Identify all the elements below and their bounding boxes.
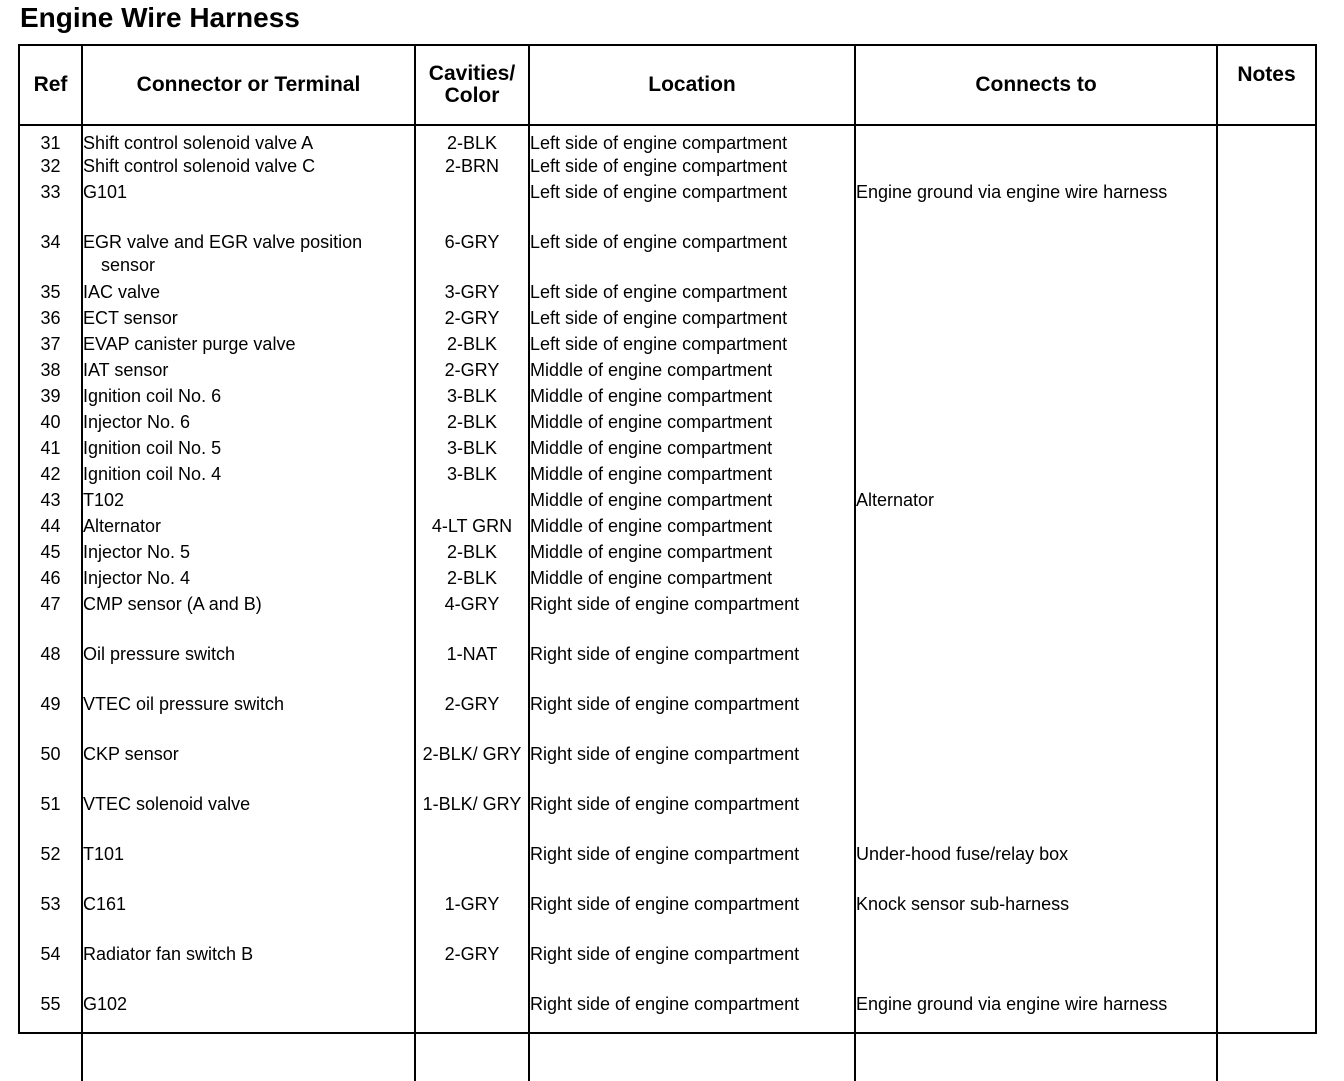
cell-location: Right side of engine compartment	[529, 693, 855, 743]
cell-connector: T102	[82, 489, 415, 515]
page-title: Engine Wire Harness	[20, 2, 300, 33]
cell-location: Right side of engine compartment	[529, 843, 855, 893]
cell-notes	[1217, 943, 1315, 993]
col-header-connector: Connector or Terminal	[82, 46, 415, 125]
cell-connector: VTEC solenoid valve	[82, 793, 415, 843]
table-row	[20, 943, 1315, 993]
cell-cavities: 3-BLK	[415, 437, 529, 463]
cell-notes	[1217, 411, 1315, 437]
cell-connector: C161	[82, 893, 415, 943]
cell-ref: 33	[40, 182, 61, 202]
table-row	[20, 231, 1315, 281]
cell-cavities: 4-GRY	[415, 593, 529, 643]
cell-ref: 47	[40, 594, 61, 614]
cell-location: Left side of engine compartment	[529, 155, 855, 181]
table-row	[20, 181, 1315, 231]
col-header-connects-to: Connects to	[855, 46, 1217, 125]
cell-connects-to	[855, 541, 1217, 567]
cell-ref: 42	[40, 464, 61, 484]
cell-connects-to	[855, 693, 1217, 743]
cell-location: Right side of engine compartment	[529, 893, 855, 943]
cell-ref: 36	[40, 308, 61, 328]
cell-connector: Injector No. 5	[82, 541, 415, 567]
cell-connects-to	[855, 231, 1217, 281]
cell-cavities: 6-GRY	[415, 231, 529, 281]
table-row	[20, 411, 1315, 437]
cell-notes	[1217, 307, 1315, 333]
cell-connector: Injector No. 4	[82, 567, 415, 593]
cell-ref: 31	[40, 133, 61, 153]
cell-location: Middle of engine compartment	[529, 567, 855, 593]
cell-cavities: 1-NAT	[415, 643, 529, 693]
cell-cavities: 2-GRY	[415, 359, 529, 385]
cell-connector: ECT sensor	[82, 307, 415, 333]
cell-notes	[1217, 333, 1315, 359]
cell-ref: 53	[40, 894, 61, 914]
cell-cavities: 4-LT GRN	[415, 515, 529, 541]
table-row	[20, 489, 1315, 515]
cell-cavities: 2-BRN	[415, 155, 529, 181]
cell-connector: CMP sensor (A and B)	[82, 593, 415, 643]
cell-location: Right side of engine compartment	[529, 993, 855, 1043]
cell-connects-to	[855, 437, 1217, 463]
cell-connects-to	[855, 385, 1217, 411]
cell-connects-to: Alternator	[855, 489, 1217, 515]
harness-table	[20, 46, 1315, 1081]
filler-row	[20, 1043, 1315, 1081]
cell-connects-to: Engine ground via engine wire harness	[855, 181, 1217, 231]
cell-cavities: 1-BLK/ GRY	[415, 793, 529, 843]
cell-connector: Shift control solenoid valve C	[82, 155, 415, 181]
cell-location: Middle of engine compartment	[529, 515, 855, 541]
table-row	[20, 515, 1315, 541]
cell-connects-to	[855, 593, 1217, 643]
cell-connects-to	[855, 463, 1217, 489]
cell-location: Middle of engine compartment	[529, 437, 855, 463]
cell-cavities: 2-GRY	[415, 943, 529, 993]
cell-cavities	[415, 843, 529, 893]
harness-table-frame	[18, 44, 1317, 1034]
cell-notes	[1217, 541, 1315, 567]
cell-connector: Shift control solenoid valve A	[82, 125, 415, 155]
cell-connector: Oil pressure switch	[82, 643, 415, 693]
cell-notes	[1217, 281, 1315, 307]
cell-notes	[1217, 843, 1315, 893]
col-header-location: Location	[529, 46, 855, 125]
cell-notes	[1217, 743, 1315, 793]
cell-notes	[1217, 359, 1315, 385]
cell-notes	[1217, 489, 1315, 515]
cell-ref: 50	[40, 744, 61, 764]
table-row	[20, 437, 1315, 463]
cell-connects-to	[855, 281, 1217, 307]
table-row	[20, 643, 1315, 693]
cell-cavities: 2-GRY	[415, 307, 529, 333]
cell-notes	[1217, 125, 1315, 155]
cell-cavities: 3-BLK	[415, 385, 529, 411]
cell-location: Middle of engine compartment	[529, 463, 855, 489]
cell-cavities	[415, 181, 529, 231]
cell-cavities: 2-BLK	[415, 541, 529, 567]
table-row	[20, 993, 1315, 1043]
cell-connector: EVAP canister purge valve	[82, 333, 415, 359]
col-header-notes: Notes	[1217, 46, 1315, 125]
table-row	[20, 567, 1315, 593]
filler-cell	[415, 1043, 529, 1081]
cell-notes	[1217, 463, 1315, 489]
cell-connects-to: Engine ground via engine wire harness	[855, 993, 1217, 1043]
cell-ref: 43	[40, 490, 61, 510]
cell-connects-to	[855, 307, 1217, 333]
cell-cavities	[415, 993, 529, 1043]
filler-cell	[20, 1043, 82, 1081]
cell-location: Right side of engine compartment	[529, 793, 855, 843]
cell-connector: G102	[82, 993, 415, 1043]
cell-cavities: 2-BLK	[415, 333, 529, 359]
cell-ref: 55	[40, 994, 61, 1014]
table-row	[20, 385, 1315, 411]
cell-connects-to	[855, 643, 1217, 693]
cell-connects-to	[855, 155, 1217, 181]
cell-ref: 44	[40, 516, 61, 536]
cell-connector: Ignition coil No. 4	[82, 463, 415, 489]
filler-cell	[1217, 1043, 1315, 1081]
cell-notes	[1217, 593, 1315, 643]
cell-connector: IAT sensor	[82, 359, 415, 385]
cell-location: Right side of engine compartment	[529, 743, 855, 793]
cell-connects-to	[855, 333, 1217, 359]
table-row	[20, 793, 1315, 843]
cell-ref: 51	[40, 794, 61, 814]
cell-connects-to	[855, 515, 1217, 541]
cell-connector: IAC valve	[82, 281, 415, 307]
cell-ref: 37	[40, 334, 61, 354]
table-row	[20, 307, 1315, 333]
cell-connects-to	[855, 359, 1217, 385]
table-row	[20, 359, 1315, 385]
table-row	[20, 541, 1315, 567]
cell-ref: 46	[40, 568, 61, 588]
col-header-cavities: Cavities/ Color	[415, 46, 529, 125]
cell-location: Left side of engine compartment	[529, 281, 855, 307]
cell-connects-to	[855, 411, 1217, 437]
filler-cell	[82, 1043, 415, 1081]
cell-location: Middle of engine compartment	[529, 489, 855, 515]
cell-cavities: 2-GRY	[415, 693, 529, 743]
cell-notes	[1217, 693, 1315, 743]
cell-notes	[1217, 181, 1315, 231]
cell-connects-to	[855, 125, 1217, 155]
cell-cavities: 3-GRY	[415, 281, 529, 307]
table-row	[20, 125, 1315, 155]
table-row	[20, 743, 1315, 793]
cell-connects-to: Under-hood fuse/relay box	[855, 843, 1217, 893]
cell-ref: 32	[40, 156, 61, 176]
cell-notes	[1217, 385, 1315, 411]
cell-connector: Ignition coil No. 6	[82, 385, 415, 411]
cell-connector: Alternator	[82, 515, 415, 541]
cell-cavities: 2-BLK	[415, 567, 529, 593]
table-row	[20, 893, 1315, 943]
table-body	[20, 125, 1315, 1081]
cell-connector: T101	[82, 843, 415, 893]
cell-ref: 34	[40, 232, 61, 252]
cell-notes	[1217, 437, 1315, 463]
cell-location: Middle of engine compartment	[529, 411, 855, 437]
cell-notes	[1217, 231, 1315, 281]
cell-cavities: 2-BLK	[415, 411, 529, 437]
cell-location: Right side of engine compartment	[529, 943, 855, 993]
cell-ref: 41	[40, 438, 61, 458]
cell-ref: 45	[40, 542, 61, 562]
cell-location: Left side of engine compartment	[529, 231, 855, 281]
cell-location: Left side of engine compartment	[529, 307, 855, 333]
cell-location: Middle of engine compartment	[529, 359, 855, 385]
cell-location: Middle of engine compartment	[529, 385, 855, 411]
cell-notes	[1217, 643, 1315, 693]
cell-ref: 54	[40, 944, 61, 964]
cell-ref: 49	[40, 694, 61, 714]
cell-cavities	[415, 489, 529, 515]
col-header-ref: Ref	[20, 46, 82, 125]
cell-location: Right side of engine compartment	[529, 593, 855, 643]
cell-connector: Ignition coil No. 5	[82, 437, 415, 463]
cell-notes	[1217, 515, 1315, 541]
filler-cell	[855, 1043, 1217, 1081]
cell-ref: 39	[40, 386, 61, 406]
cell-location: Middle of engine compartment	[529, 541, 855, 567]
cell-ref: 35	[40, 282, 61, 302]
cell-cavities: 3-BLK	[415, 463, 529, 489]
cell-cavities: 1-GRY	[415, 893, 529, 943]
cell-connector: Injector No. 6	[82, 411, 415, 437]
cell-cavities: 2-BLK	[415, 125, 529, 155]
filler-cell	[529, 1043, 855, 1081]
cell-location: Left side of engine compartment	[529, 181, 855, 231]
cell-connects-to	[855, 793, 1217, 843]
cell-connects-to	[855, 567, 1217, 593]
cell-cavities: 2-BLK/ GRY	[415, 743, 529, 793]
cell-connector: VTEC oil pressure switch	[82, 693, 415, 743]
table-row	[20, 463, 1315, 489]
cell-notes	[1217, 793, 1315, 843]
cell-connector: EGR valve and EGR valve position sensor	[82, 231, 415, 281]
table-row	[20, 281, 1315, 307]
cell-location: Left side of engine compartment	[529, 125, 855, 155]
cell-notes	[1217, 155, 1315, 181]
table-row	[20, 593, 1315, 643]
cell-connector: Radiator fan switch B	[82, 943, 415, 993]
table-row	[20, 333, 1315, 359]
cell-location: Left side of engine compartment	[529, 333, 855, 359]
cell-location: Right side of engine compartment	[529, 643, 855, 693]
table-row	[20, 693, 1315, 743]
table-row	[20, 843, 1315, 893]
cell-ref: 38	[40, 360, 61, 380]
cell-connector: CKP sensor	[82, 743, 415, 793]
cell-ref: 40	[40, 412, 61, 432]
cell-ref: 52	[40, 844, 61, 864]
cell-ref: 48	[40, 644, 61, 664]
cell-notes	[1217, 993, 1315, 1043]
cell-connects-to	[855, 943, 1217, 993]
cell-connects-to	[855, 743, 1217, 793]
cell-notes	[1217, 893, 1315, 943]
cell-notes	[1217, 567, 1315, 593]
table-row	[20, 155, 1315, 181]
header-row	[20, 46, 1315, 125]
cell-connects-to: Knock sensor sub-harness	[855, 893, 1217, 943]
cell-connector: G101	[82, 181, 415, 231]
